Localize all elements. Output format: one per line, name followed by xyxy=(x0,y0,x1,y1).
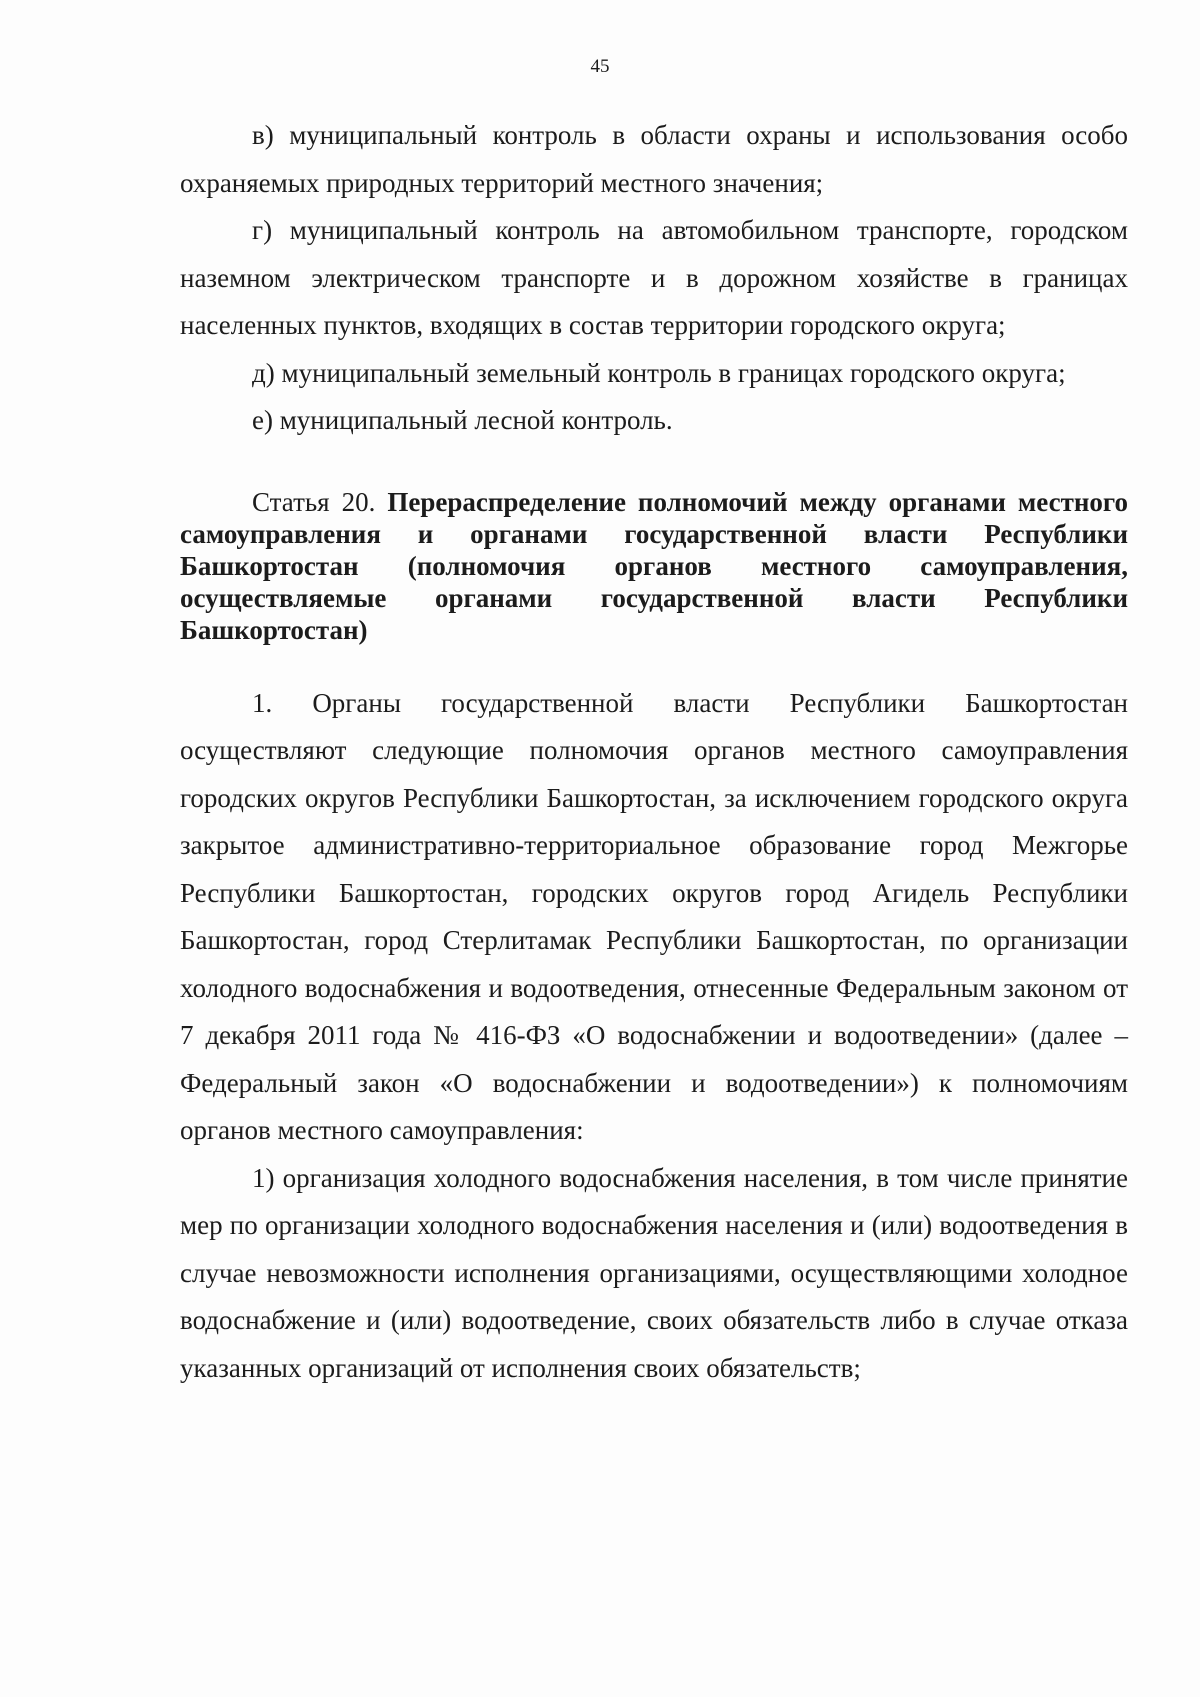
paragraph-item-e: е) муниципальный лесной контроль. xyxy=(252,405,673,435)
page-number: 45 xyxy=(590,56,610,77)
paragraph-item-v: в) муниципальный контроль в области охраны и использования особо охраняемых природных территорий местного значения; xyxy=(180,120,1128,198)
article-heading xyxy=(180,486,1128,646)
paragraph-item-g: г) муниципальный контроль на автомобильном транспорте, городском наземном электрическом транспорте и в дорожном хозяйстве в границах населенных пунктов, входящих в состав территории городского округа; xyxy=(180,215,1128,340)
paragraph-item-d: д) муниципальный земельный контроль в границах городского округа; xyxy=(252,357,1066,388)
document-body xyxy=(180,112,1128,1392)
article-label: Статья 20. xyxy=(252,486,376,517)
article-title: Перераспределение полномочий между органами местного самоуправления и органами государственной власти Республики Башкортостан (полномочия органов местного самоуправления, осуществляемые органами государственной власти Республики Башкортостан) xyxy=(180,486,1128,645)
article-subitem-1: 1) организация холодного водоснабжения населения, в том числе принятие мер по организации холодного водоснабжения населения и (или) водоотведения в случае невозможности исполнения организациями, осуществляющими холодное водоснабжение и (или) водоотведение, своих обязательств либо в случае отказа указанных организаций от исполнения своих обязательств; xyxy=(180,1162,1128,1383)
article-item-1: 1. Органы государственной власти Республики Башкортостан осуществляют следующие полномочия органов местного самоуправления городских округов Республики Башкортостан, за исключением городского округа закрытое административно-территориальное образование город Межгорье Республики Башкортостан, городских округов город Агидель Республики Башкортостан, город Стерлитамак Республики Башкортостан, по организации холодного водоснабжения и водоотведения, отнесенные Федеральным законом от 7 декабря 2011 года № 416-ФЗ «О водоснабжении и водоотведении» (далее – Федеральный закон «О водоснабжении и водоотведении») к полномочиям органов местного самоуправления: xyxy=(180,687,1128,1145)
